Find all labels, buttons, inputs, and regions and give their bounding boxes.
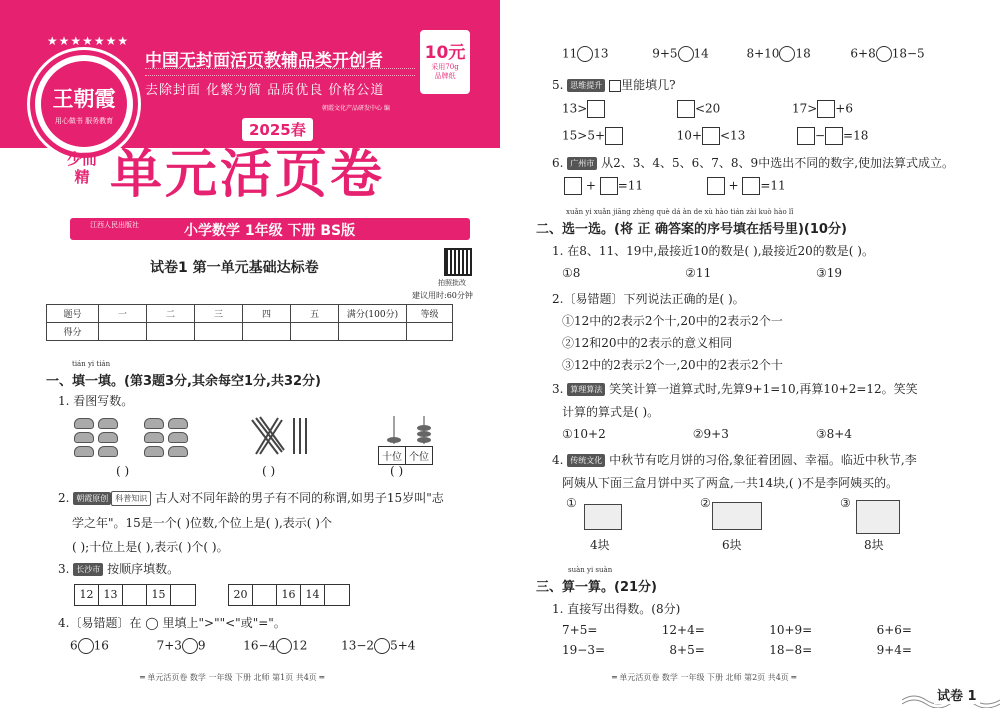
- r1-options: [562, 266, 842, 280]
- seq-blank[interactable]: [171, 585, 195, 605]
- score-cell[interactable]: [195, 323, 243, 341]
- option-label[interactable]: ②: [700, 496, 711, 510]
- cmp-right: 14: [693, 46, 709, 61]
- abacus-labels: [378, 446, 433, 465]
- score-cell[interactable]: [147, 323, 195, 341]
- ineq-text: +6: [835, 101, 853, 116]
- page-footer: ═ 单元活页卷 数学 一年级 下册 北师 第1页 共4页 ═: [140, 673, 325, 682]
- q6-text: 从2、3、4、5、6、7、8、9中选出不同的数字,使加法算式成立。: [601, 156, 955, 170]
- ineq-text: 13>: [562, 101, 588, 116]
- compare-circle[interactable]: [678, 46, 694, 62]
- section3-title: 三、算一算。(21分): [536, 580, 657, 595]
- q5-text: 里能填几?: [621, 78, 676, 92]
- option[interactable]: ①10+2: [562, 427, 606, 441]
- star-row-icon: ★★★★★★★: [46, 34, 130, 48]
- seq-cell: 20: [229, 585, 253, 605]
- q2-text-2: 学之年"。15是一个( )位数,个位上是( ),表示( )个: [72, 516, 332, 530]
- score-header: 四: [243, 305, 291, 323]
- score-header: 题号: [47, 305, 99, 323]
- ineq-text: 10+: [676, 128, 702, 143]
- sticks-bundle-icon: [248, 414, 318, 458]
- q4-left: 16−4: [243, 638, 277, 653]
- test-title: 试卷1 第一单元基础达标卷: [150, 260, 319, 276]
- mini-brand: 少而精: [66, 150, 97, 186]
- book-title: 单元活页卷: [110, 145, 386, 205]
- seq-cell: 13: [99, 585, 123, 605]
- section1-title: 一、填一填。(第3题3分,其余每空1分,共32分): [46, 374, 321, 389]
- tag-changsha: 长沙市: [73, 563, 103, 576]
- seq-blank[interactable]: [325, 585, 349, 605]
- score-header: 等级: [407, 305, 453, 323]
- editor-credit: 朝霞文化产品研发中心 编: [322, 105, 390, 112]
- qr-code-icon[interactable]: [444, 248, 472, 276]
- calc-item[interactable]: 10+9=: [769, 623, 813, 637]
- r3-line1: [552, 380, 918, 397]
- answer-blank[interactable]: ( ): [116, 464, 130, 478]
- q6-equations: + =11 + =11: [564, 177, 786, 195]
- abacus-icon: [376, 414, 442, 446]
- compare-circle[interactable]: [577, 46, 593, 62]
- seq-cell: 12: [75, 585, 99, 605]
- cmp-left: 11: [562, 46, 578, 61]
- ineq-text: 15>5+: [562, 128, 606, 143]
- q4-right: 5+4: [390, 638, 416, 653]
- ineq-text: −: [814, 128, 826, 143]
- brand-name: 王朝霞: [52, 86, 116, 111]
- option[interactable]: ①12中的2表示2个十,20中的2表示2个一: [562, 314, 783, 328]
- q5-row1: [562, 100, 853, 118]
- right-page: [500, 0, 1000, 708]
- q5-row2: [562, 127, 868, 145]
- compare-circle[interactable]: [78, 638, 94, 654]
- cmp-left: 8+10: [746, 46, 780, 61]
- cmp-right: 13: [593, 46, 609, 61]
- year-label: 2025春: [242, 118, 313, 141]
- q5-number: 5.: [552, 78, 564, 92]
- score-table: [46, 304, 453, 341]
- eq-result: =11: [760, 178, 786, 193]
- section3-pinyin: suàn yi suàn: [568, 566, 613, 574]
- r4-number: 4.: [552, 453, 564, 467]
- q3-number: 3.: [58, 562, 70, 576]
- r1-text: 1. 在8、11、19中,最接近10的数是( ),最接近20的数是( )。: [552, 244, 874, 258]
- corner-test-label: 试卷 1: [934, 685, 980, 704]
- answer-box[interactable]: [797, 127, 815, 145]
- calc-item[interactable]: 9+4=: [876, 643, 912, 657]
- ones-label: 个位: [409, 452, 429, 463]
- q4-right: 12: [292, 638, 308, 653]
- option[interactable]: ①8: [562, 266, 581, 280]
- compare-row: [562, 46, 925, 62]
- option[interactable]: ②12和20中的2表示的意义相同: [562, 336, 733, 350]
- cmp-left: 6+8: [850, 46, 876, 61]
- score-cell[interactable]: [339, 323, 407, 341]
- brand-sub: 用心做书 服务教育: [54, 117, 114, 125]
- r4-line1: [552, 451, 917, 468]
- seq-cell: 14: [301, 585, 325, 605]
- tag-original: 朝霞原创: [73, 492, 111, 505]
- score-cell[interactable]: [243, 323, 291, 341]
- price-sub-2: 品牌纸: [434, 72, 456, 80]
- option[interactable]: ③12中的2表示2个一,20中的2表示2个十: [562, 358, 783, 372]
- score-row-label: 得分: [47, 323, 99, 341]
- cmp-left: 9+5: [652, 46, 678, 61]
- section1-pinyin: tián yi tián: [72, 360, 111, 368]
- cmp-right: 18−5: [891, 46, 925, 61]
- score-header: 满分(100分): [339, 305, 407, 323]
- q2-text-1: 古人对不同年龄的男子有不同的称谓,如男子15岁叫"志: [155, 491, 444, 505]
- price-tag: [420, 30, 470, 94]
- score-header-row: [47, 305, 453, 323]
- box-count: 6块: [722, 538, 742, 552]
- section2-title: 二、选一选。(将 正 确答案的序号填在括号里)(10分): [536, 222, 847, 237]
- option-label[interactable]: ①: [566, 496, 577, 510]
- option[interactable]: ②11: [685, 266, 712, 280]
- box-count: 8块: [864, 538, 884, 552]
- compare-circle[interactable]: [276, 638, 292, 654]
- blank-box: [609, 80, 621, 92]
- press-name: 江西人民出版社: [90, 221, 139, 229]
- answer-box[interactable]: [707, 177, 725, 195]
- option[interactable]: ②9+3: [692, 427, 729, 441]
- option[interactable]: ③8+4: [815, 427, 852, 441]
- eq-result: =11: [617, 178, 644, 193]
- calc-item[interactable]: 7+5=: [562, 623, 598, 637]
- answer-box[interactable]: [702, 127, 720, 145]
- subject-info: 小学数学 1年级 下册 BS版: [184, 223, 356, 239]
- q3-text: 按顺序填数。: [107, 562, 180, 576]
- slogan-main: 中国无封面活页教辅品类开创者: [145, 51, 383, 71]
- q5-line: [552, 76, 676, 93]
- price: 10元: [424, 43, 466, 63]
- mooncake-box-icon[interactable]: [712, 502, 762, 530]
- q4-right: 16: [93, 638, 109, 653]
- q6-line: [552, 154, 954, 171]
- score-header: 一: [99, 305, 147, 323]
- cmp-right: 18: [795, 46, 811, 61]
- slogan-sub: 去除封面 化繁为简 品质优良 价格公道: [145, 83, 385, 98]
- tag-culture: 传统文化: [567, 454, 605, 467]
- tag-science: 科普知识: [111, 491, 151, 506]
- r3-text-1: 笑笑计算一道算式时,先算9+1=10,再算10+2=12。笑笑: [609, 382, 918, 396]
- r2-text: 2.〔易错题〕下列说法正确的是( )。: [552, 292, 745, 306]
- compare-circle[interactable]: [779, 46, 795, 62]
- ineq-text: =18: [843, 128, 869, 143]
- ineq-text: <13: [720, 128, 746, 143]
- answer-blank[interactable]: ( ): [390, 464, 404, 478]
- q2-text-3: ( );十位上是( ),表示( )个( )。: [72, 540, 229, 554]
- qr-label: 拍照批改: [438, 279, 466, 287]
- calc-item[interactable]: 6+6=: [876, 623, 912, 637]
- seq-cell: 16: [277, 585, 301, 605]
- answer-box[interactable]: [825, 127, 843, 145]
- calc-item[interactable]: 18−8=: [769, 643, 813, 657]
- answer-blank[interactable]: ( ): [262, 464, 276, 478]
- answer-box[interactable]: [817, 100, 835, 118]
- calc-item[interactable]: 12+4=: [661, 623, 705, 637]
- q4-left: 13−2: [341, 638, 375, 653]
- seq-blank[interactable]: [253, 585, 277, 605]
- tag-guangzhou: 广州市: [567, 157, 597, 170]
- subject-bar: [70, 218, 470, 240]
- mooncake-box-icon[interactable]: [584, 504, 622, 530]
- tag-thinking: 思维提升: [567, 79, 605, 92]
- sequence-box-2: [228, 584, 350, 606]
- q4-left: 7+3: [156, 638, 182, 653]
- price-sub-1: 采用70g: [431, 63, 459, 71]
- q4-row: [70, 638, 415, 654]
- r3-number: 3.: [552, 382, 564, 396]
- suggested-time: 建议用时:60分钟: [412, 291, 473, 300]
- r4-text-1: 中秋节有吃月饼的习俗,象征着团圆、幸福。临近中秋节,李: [609, 453, 917, 467]
- q4-left: 6: [70, 638, 78, 653]
- sequence-box-1: [74, 584, 196, 606]
- compare-circle[interactable]: [182, 638, 198, 654]
- calc-item[interactable]: 19−3=: [562, 643, 606, 657]
- calc-row: [562, 643, 912, 657]
- tens-label: 十位: [379, 447, 406, 464]
- tag-arithmetic: 算理算法: [567, 383, 605, 396]
- q1-text: 1. 看图写数。: [58, 394, 134, 408]
- answer-box[interactable]: [742, 177, 760, 195]
- score-cell[interactable]: [407, 323, 453, 341]
- q6-number: 6.: [552, 156, 564, 170]
- answer-box[interactable]: [677, 100, 695, 118]
- fine-print-divider: [145, 68, 415, 76]
- r3-text-2: 计算的算式是( )。: [562, 405, 660, 419]
- answer-box[interactable]: [605, 127, 623, 145]
- q4-text: 4.〔易错题〕在 ◯ 里填上">""<"或"="。: [58, 616, 286, 630]
- seq-blank[interactable]: [123, 585, 147, 605]
- option-label[interactable]: ③: [840, 496, 851, 510]
- score-entry-row: [47, 323, 453, 341]
- score-cell[interactable]: [291, 323, 339, 341]
- score-header: 二: [147, 305, 195, 323]
- ineq-text: 17>: [791, 101, 818, 116]
- c1-text: 1. 直接写出得数。(8分): [552, 602, 681, 616]
- q3-line: [58, 560, 179, 577]
- compare-circle[interactable]: [876, 46, 892, 62]
- q2-number: 2.: [58, 491, 70, 505]
- seq-cell: 15: [147, 585, 171, 605]
- calc-item[interactable]: 8+5=: [669, 643, 705, 657]
- score-header: 三: [195, 305, 243, 323]
- answer-box[interactable]: [587, 100, 605, 118]
- score-header: 五: [291, 305, 339, 323]
- answer-box[interactable]: [564, 177, 582, 195]
- ineq-text: <20: [694, 101, 721, 116]
- page-footer: ═ 单元活页卷 数学 一年级 下册 北师 第2页 共4页 ═: [612, 673, 797, 682]
- option[interactable]: ③19: [815, 266, 842, 280]
- r3-options: [562, 427, 852, 441]
- section2-pinyin: xuǎn yi xuǎn jiāng zhèng què dá àn de xù hào tián zài kuò hào lǐ: [566, 208, 794, 216]
- r4-text-2: 阿姨从下面三盒月饼中买了两盒,一共14块,( )不是李阿姨买的。: [562, 476, 899, 490]
- answer-box[interactable]: [600, 177, 618, 195]
- calc-row: [562, 623, 912, 637]
- q2-line1: [58, 489, 444, 506]
- q4-right: 9: [197, 638, 206, 653]
- mooncake-box-icon[interactable]: [856, 500, 900, 534]
- box-count: 4块: [590, 538, 610, 552]
- compare-circle[interactable]: [374, 638, 390, 654]
- score-cell[interactable]: [99, 323, 147, 341]
